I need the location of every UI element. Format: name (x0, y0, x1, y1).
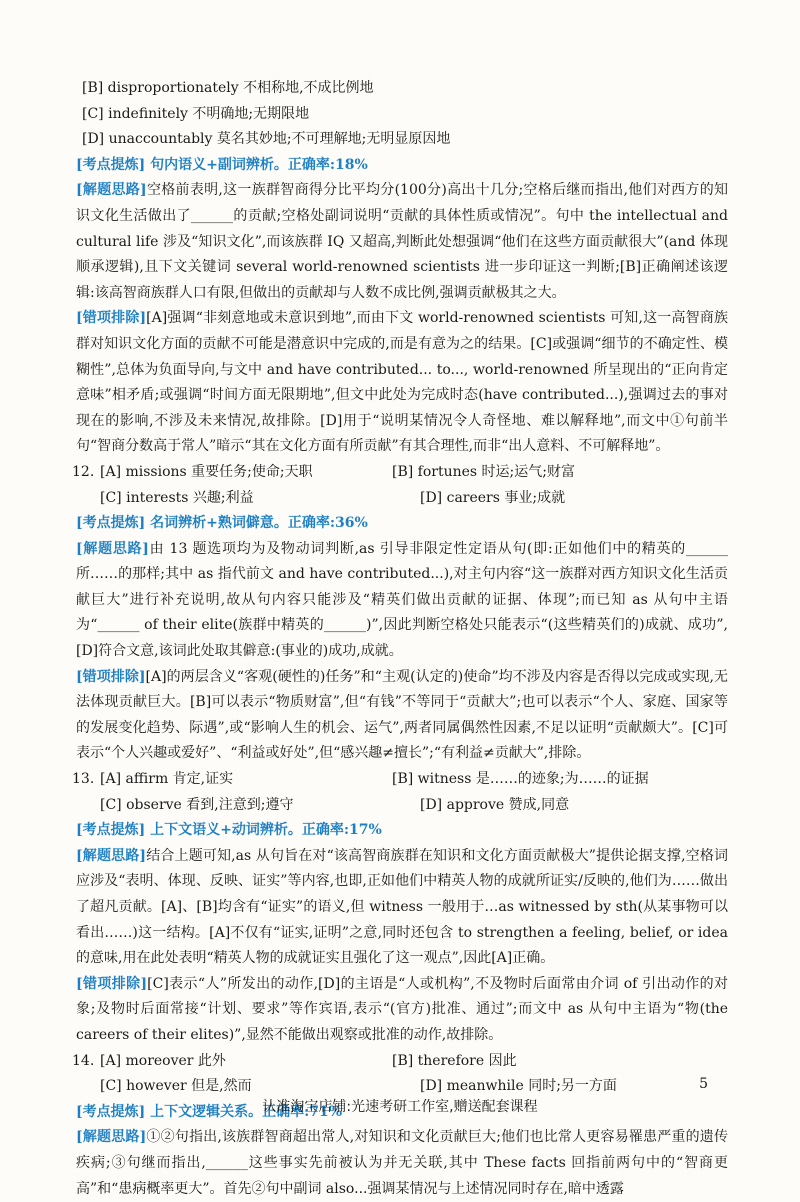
solution-tag: [解题思路] (76, 540, 149, 557)
q13-solution-text: 结合上题可知,as 从句旨在对“该高智商族群在知识和文化方面贡献极大”提供论据支撑,空格词应涉及“表明、体现、反映、证实”等内容,也即,正如他们中精英人物的成就所证实/反映的,他们为……做出了超凡贡献。[A]、[B]均含有“证实”的语义,但 witness 一般用于…as witnessed by sth(从某事物可以看出……)这一结构。[A]不仅有“证实,证明”之意,同时还包含 to strengthen a feeling, belief, or idea 的意味,用在此处表明“精英人物的成就证实且强化了这一观点”,因此[A]正确。 (76, 847, 729, 967)
q12-exclusion (72, 665, 728, 767)
q11-solution (72, 178, 728, 306)
q11-solution-text: 空格前表明,这一族群智商得分比平均分(100分)高出十几分;空格后继而指出,他们对西方的知识文化生活做出了______的贡献;空格处副词说明“贡献的具体性质或情况”。句中 the intellectual and cultural life 涉及“知识文化”,而该族群 IQ 又超高,判断此处想强调“他们在这些方面贡献很大”(and 体现顺承逻辑),且下文关键词 several world-renowned scientists 进一步印证这一判断;[B]正确阐述该逻辑:该高智商族群人口有限,但做出的贡献却与人数不成比例,强调贡献极其之大。 (76, 182, 728, 301)
q13-option-a: [A] affirm 肯定,证实 (100, 771, 234, 788)
q12-number: 12. (72, 463, 95, 480)
q13-option-b: [B] witness 是……的迹象;为……的证据 (392, 771, 649, 788)
q14-option-b: [B] therefore 因此 (392, 1052, 517, 1069)
q14-solution (72, 1125, 728, 1202)
q11-exclusion-text: [A]强调“非刻意地或未意识到地”,而由下文 world-renowned scientists 可知,这一高智商族群对知识文化方面的贡献不可能是潜意识中完成的,而是有意为之的结果。[C]或强调“细节的不确定性、模糊性”,总体为负面导向,与文中 and have contributed... to..., world-renowned 所呈现出的“正向肯定意味”相矛盾;或强调“时间方面无限期地”,但文中此处为完成时态(have contributed...),强调过去的事对现在的影响,不涉及未来情况,故排除。[D]用于“说明某情况令人奇怪地、难以解释地”,而文中①句前半句“智商分数高于常人”暗示“其在文化方面有所贡献”有其合理性,而非“出人意料、不可解释地”。 (76, 310, 728, 455)
q14-options-row-1 (72, 1049, 728, 1075)
q13-exclusion (72, 972, 728, 1049)
q14-option-c: [C] however 但是,然而 (100, 1078, 252, 1095)
q12-solution (72, 537, 728, 665)
option-b-q11: [B] disproportionately 不相称地,不成比例地 (82, 80, 374, 96)
q14-number: 14. (72, 1052, 95, 1069)
q13-exclusion-text: [C]表示“人”所发出的动作,[D]的主语是“人或机构”,不及物时后面常由介词 of 引出动作的对象;及物时后面常接“计划、要求”等作宾语,表示“(官方)批准、通过”;而文中 as 从句中主语为“物(the careers of their elites)”,显然不能做出观察或批准的动作,故排除。 (76, 975, 729, 1043)
q12-option-a: [A] missions 重要任务;使命;天职 (100, 463, 313, 480)
q13-solution (72, 844, 728, 972)
solution-tag: [解题思路] (76, 182, 147, 199)
q12-option-b: [B] fortunes 时运;运气;财富 (392, 463, 575, 480)
q12-key-point: [考点提炼] 名词辨析+熟词僻意。正确率:36% (76, 515, 368, 532)
q12-solution-text: 由 13 题选项均为及物动词判断,as 引导非限定性定语从句(即:正如他们中的精英的______所……的那样;其中 as 指代前文 and have contributed...),对主句内容“这一族群对西方知识文化生活贡献巨大”进行补充说明,故从句内容只能涉及“精英们做出贡献的证据、体现”;而已知 as 从句中主语为“______ of their elite(族群中精英的______)”,因此判断空格处只能表示“(这些精英们的)成就、成功”,[D]符合文意,该词此处取其僻意:(事业的)成功,成就。 (76, 540, 728, 660)
q11-key-point: [考点提炼] 句内语义+副词辨析。正确率:18% (76, 156, 368, 173)
solution-tag: [解题思路] (76, 1129, 147, 1146)
q13-option-c: [C] observe 看到,注意到;遵守 (100, 796, 294, 813)
option-c-q11: [C] indefinitely 不明确地;无期限地 (82, 105, 310, 122)
q14-solution-text: ①②句指出,该族群智商超出常人,对知识和文化贡献巨大;他们也比常人更容易罹患严重的遗传疾病;③句继而指出,______这些事实先前被认为并无关联,其中 These facts 回指前两句中的“智商更高”和“患病概率更大”。首先②句中副词 also...强调某情况与上述情况同时存在,暗中透露 (76, 1129, 728, 1197)
page-number: 5 (699, 1076, 708, 1092)
q14-option-a: [A] moreover 此外 (100, 1052, 226, 1069)
q12-options-row-1 (72, 460, 728, 486)
q14-key-point: [考点提炼] 上下文逻辑关系。正确率:71% (76, 1103, 343, 1120)
q13-key-point: [考点提炼] 上下文语义+动词辨析。正确率:17% (76, 822, 382, 839)
q12-exclusion-text: [A]的两层含义“客观(硬性的)任务”和“主观(认定的)使命”均不涉及内容是否得以完成或实现,无法体现贡献巨大。[B]可以表示“物质财富”,但“有钱”不等同于“贡献大”;也可以表示“个人、家庭、国家等的发展变化趋势、际遇”,或“影响人生的机会、运气”,两者同属偶然性因素,不足以证明“贡献颇大”。[C]可表示“个人兴趣或爱好”、“利益或好处”,但“感兴趣≠擅长”;“有利益≠贡献大”,排除。 (76, 668, 728, 762)
exclusion-tag: [错项排除] (76, 975, 148, 992)
q12-option-c: [C] interests 兴趣;利益 (100, 489, 254, 506)
q13-option-d: [D] approve 赞成,同意 (420, 796, 570, 813)
q12-options-row-2 (72, 486, 728, 512)
q11-exclusion (72, 306, 728, 460)
exclusion-tag: [错项排除] (76, 668, 146, 685)
q12-option-d: [D] careers 事业;成就 (420, 489, 566, 506)
q13-number: 13. (72, 771, 95, 788)
exclusion-tag: [错项排除] (76, 310, 147, 327)
page-footer: 认准淘宝店铺:光速考研工作室,赠送配套课程 (262, 1099, 538, 1115)
solution-tag: [解题思路] (76, 847, 147, 864)
q14-option-d: [D] meanwhile 同时;另一方面 (420, 1078, 617, 1095)
option-d-q11: [D] unaccountably 莫名其妙地;不可理解地;无明显原因地 (82, 131, 451, 148)
page-content (72, 76, 728, 1202)
q13-options-row-1 (72, 767, 728, 793)
q13-options-row-2 (72, 793, 728, 819)
